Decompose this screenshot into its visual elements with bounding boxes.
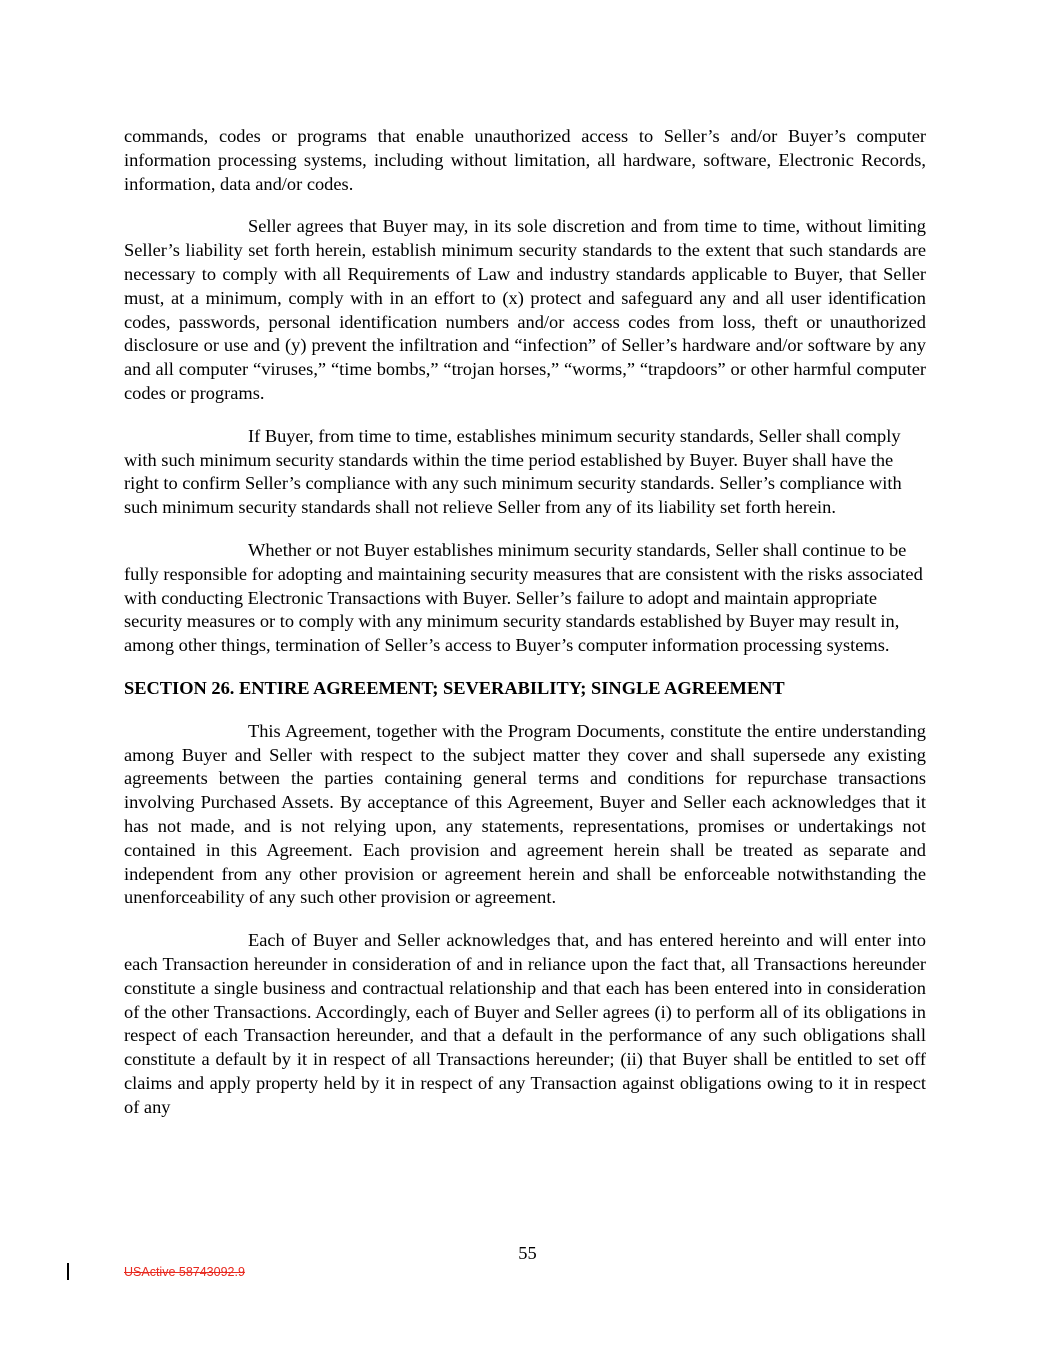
document-body xyxy=(124,125,926,1138)
paragraph-entire-agreement: This Agreement, together with the Program Documents, constitute the entire understanding among Buyer and Seller with respect to the subject matter they cover and shall supersede any existing agreements between the parties containing general terms and conditions for repurchase transactions involving Purchased Assets. By acceptance of this Agreement, Buyer and Seller each acknowledges that it has not made, and is not relying upon, any statements, representations, promises or undertakings not contained in this Agreement. Each provision and agreement herein shall be treated as separate and independent from any other provision or agreement herein and shall be enforceable notwithstanding the unenforceability of any such other provision or agreement. xyxy=(124,720,926,908)
paragraph-single-agreement: Each of Buyer and Seller acknowledges that, and has entered hereinto and will enter into each Transaction hereunder in consideration of and in reliance upon the fact that, all Transactions hereunder constitute a single business and contractual relationship and that each has been entered into in consideration of the other Transactions. Accordingly, each of Buyer and Seller agrees (i) to perform all of its obligations in respect of each Transaction hereunder, and that a default in the performance of any such obligations shall constitute a default by it in respect of all Transactions hereunder; (ii) that Buyer shall be entitled to set off claims and apply property held by it in respect of any Transaction against obligations owing to it in respect of any xyxy=(124,930,926,1117)
document-id: USActive 58743092.9 xyxy=(124,1265,245,1279)
paragraph-buyer-establishes-standards: If Buyer, from time to time, establishes minimum security standards, Seller shall comply with such minimum security standards within the time period established by Buyer. Buyer shall have the right to confirm Seller’s compliance with any such minimum security standards. Seller’s compliance with such minimum security standards shall not relieve Seller from any of its liability set forth herein. xyxy=(124,425,902,518)
section-heading: SECTION 26. ENTIRE AGREEMENT; SEVERABILITY; SINGLE AGREEMENT xyxy=(124,677,785,698)
page-number: 55 xyxy=(518,1243,537,1263)
paragraph-continuation: commands, codes or programs that enable unauthorized access to Seller’s and/or Buyer’s computer information processing systems, including without limitation, all hardware, software, Electronic Records, information, data and/or codes. xyxy=(124,126,926,194)
paragraph-minimum-security-standards: Seller agrees that Buyer may, in its sole discretion and from time to time, without limiting Seller’s liability set forth herein, establish minimum security standards to the extent that such standards are necessary to comply with all Requirements of Law and industry standards applicable to Buyer, that Seller must, at a minimum, comply with in an effort to (x) protect and safeguard any and all user identification codes, passwords, personal identification numbers and/or access codes from loss, theft or unauthorized disclosure or use and (y) prevent the infiltration and “infection” of Seller’s hardware and/or software by any and all computer “viruses,” “time bombs,” “trojan horses,” “worms,” “trapdoors” or other harmful computer codes or programs. xyxy=(124,216,926,403)
revision-bar xyxy=(67,1263,69,1280)
paragraph-seller-responsibility: Whether or not Buyer establishes minimum security standards, Seller shall continue to be fully responsible for adopting and maintaining security measures that are consistent with the risks associated with conducting Electronic Transactions with Buyer. Seller’s failure to adopt and maintain appropriate security measures or to comply with any minimum security standards established by Buyer may result in, among other things, termination of Seller’s access to Buyer’s computer information processing systems. xyxy=(124,539,923,656)
